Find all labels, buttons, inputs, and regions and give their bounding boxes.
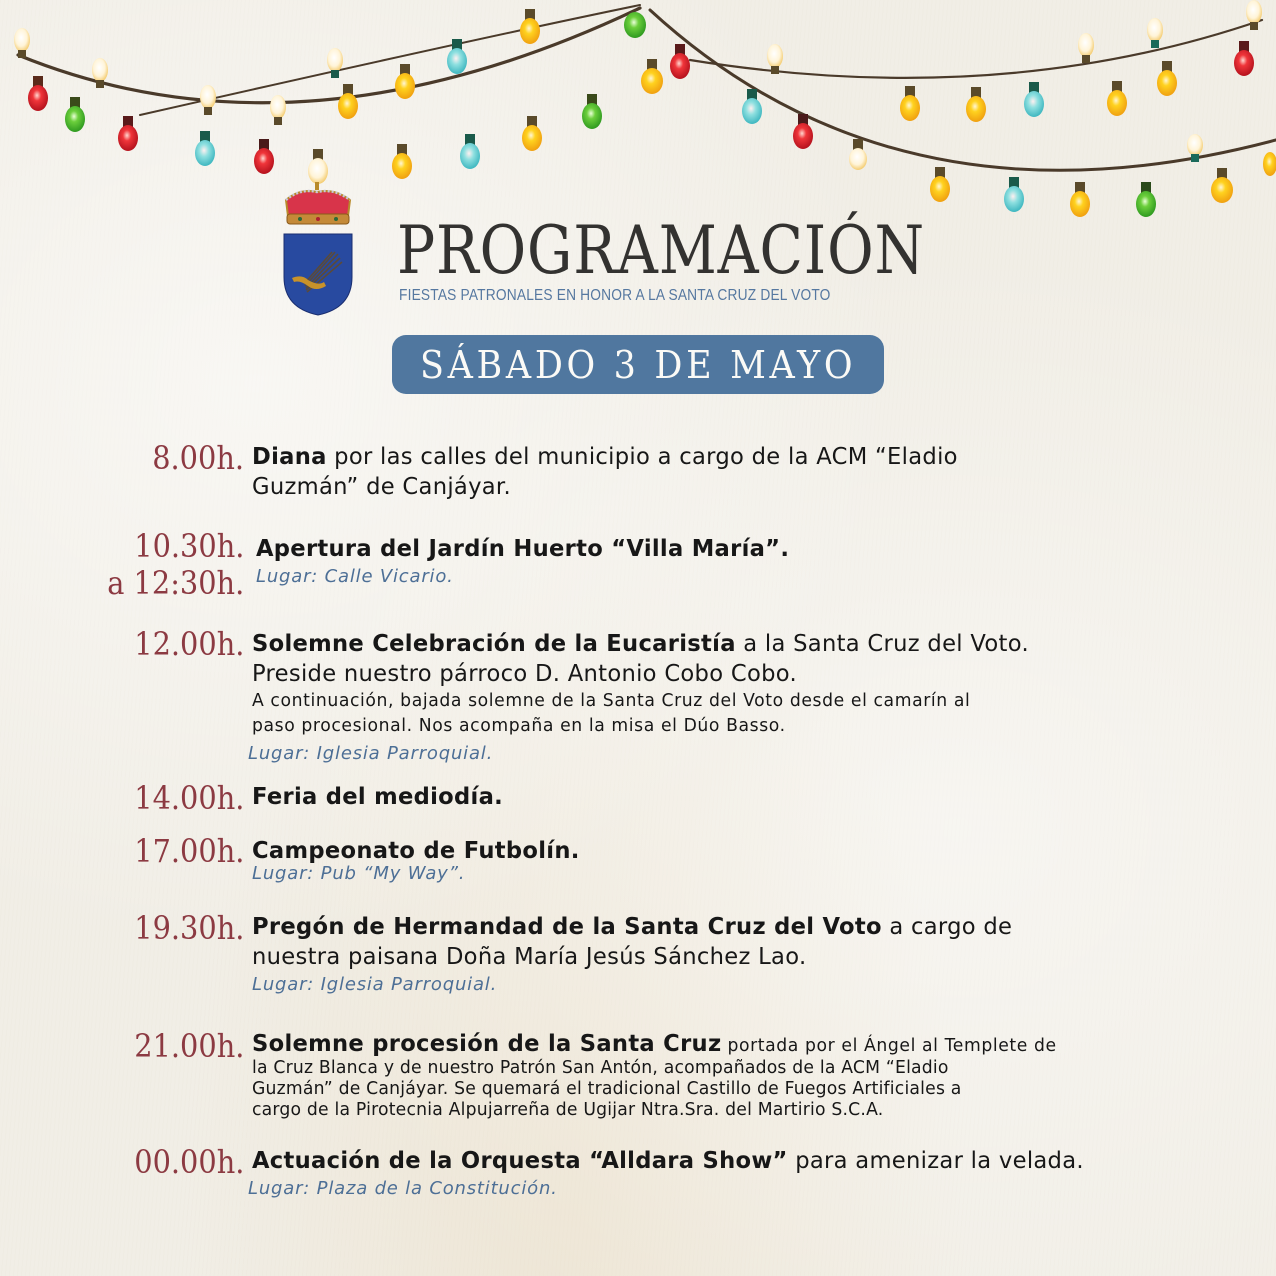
event-description: a cargo de [881,914,1013,940]
event-time: 19.30h. [133,909,244,947]
event-description: por las calles del municipio a cargo de la ACM “Eladio [326,444,958,470]
event-time: 00.00h. [133,1143,244,1181]
event-place: Lugar: Pub “My Way”. [252,863,466,884]
event-description-line: cargo de la Pirotecnia Alpujarreña de Ugijar Ntra.Sra. del Martirio S.C.A. [252,1100,884,1120]
event-title: Diana [252,444,327,470]
event-time: 17.00h. [133,832,244,870]
event-time: 8.00h. [152,439,244,477]
date-banner [392,335,884,394]
event-time-end: a 12:30h. [106,564,244,602]
date-label: SÁBADO 3 DE MAYO [419,342,857,387]
event-title: Feria del mediodía. [252,784,504,810]
page-title: PROGRAMACIÓN [397,212,926,289]
event-place: Lugar: Iglesia Parroquial. [252,974,498,995]
event-time: 14.00h. [133,779,244,817]
event-description-line: la Cruz Blanca y de nuestro Patrón San Antón, acompañados de la ACM “Eladio [252,1058,949,1078]
event-description-line: paso procesional. Nos acompaña en la misa el Dúo Basso. [252,716,786,736]
event-time: 10.30h. [133,527,244,565]
event-title: Actuación de la Orquesta “Alldara Show” [252,1148,788,1174]
event-title: Solemne procesión de la Santa Cruz [252,1031,722,1057]
event-description-line: A continuación, bajada solemne de la Santa Cruz del Voto desde el camarín al [252,691,971,711]
page-subtitle: FIESTAS PATRONALES EN HONOR A LA SANTA CRUZ DEL VOTO [399,287,831,304]
event-place: Lugar: Iglesia Parroquial. [248,743,494,764]
event-description: a la Santa Cruz del Voto. [735,631,1029,657]
coat-of-arms-icon [280,182,356,318]
event-description-line: Preside nuestro párroco D. Antonio Cobo Cobo. [252,661,797,687]
event-title: Solemne Celebración de la Eucaristía [252,631,736,657]
event-description-line: Guzmán” de Canjáyar. Se quemará el tradicional Castillo de Fuegos Artificiales a [252,1079,962,1099]
event-description: para amenizar la velada. [787,1148,1084,1174]
event-place: Lugar: Calle Vicario. [256,566,454,587]
event-time: 21.00h. [133,1027,244,1065]
event-title: Pregón de Hermandad de la Santa Cruz del Voto [252,914,882,940]
string-lights-decoration [0,0,1276,230]
event-description-line: nuestra paisana Doña María Jesús Sánchez Lao. [252,944,807,970]
event-title: Campeonato de Futbolín. [252,838,580,864]
event-place: Lugar: Plaza de la Constitución. [248,1178,558,1199]
event-description: portada por el Ángel al Templete de [721,1036,1057,1056]
event-title: Apertura del Jardín Huerto “Villa María”. [256,536,790,562]
event-description-line: Guzmán” de Canjáyar. [252,474,511,500]
event-time: 12.00h. [133,625,244,663]
